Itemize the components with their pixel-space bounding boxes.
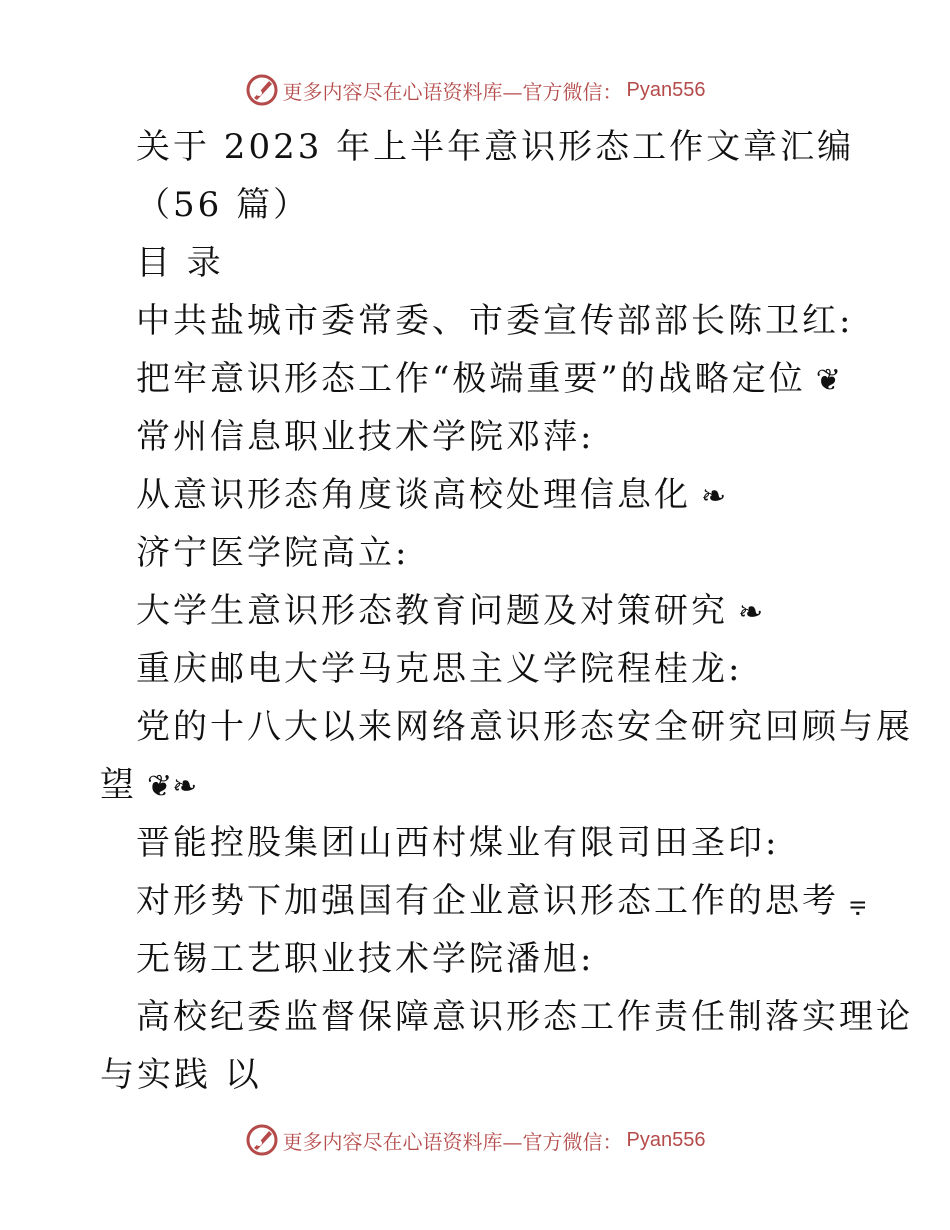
watermark-wechat-id: Pyan556 xyxy=(626,1128,706,1151)
toc-author: 济宁医学院高立: xyxy=(136,533,410,573)
ornament-icon: ❦ xyxy=(815,363,841,398)
quill-logo-icon xyxy=(245,73,279,107)
toc-author: 常州信息职业技术学院邓萍: xyxy=(136,417,595,457)
toc-article-title: 大学生意识形态教育问题及对策研究 ❧ xyxy=(136,591,764,631)
ornament-icon: ❦❧ xyxy=(147,769,198,804)
toc-author: 无锡工艺职业技术学院潘旭: xyxy=(136,939,595,979)
toc-article-title: 从意识形态角度谈高校处理信息化 ❧ xyxy=(136,475,727,515)
toc-article-title-continued: 望 ❦❧ xyxy=(100,765,198,805)
toc-heading: 目 录 xyxy=(136,243,224,283)
watermark-text: 更多内容尽在心语资料库—官方微信： xyxy=(282,1129,623,1154)
document-body xyxy=(0,118,950,1104)
watermark-bottom xyxy=(0,1120,950,1160)
document-subtitle: （56 篇） xyxy=(136,185,311,225)
ornament-icon: ⩦ xyxy=(849,885,867,920)
toc-article-title: 对形势下加强国有企业意识形态工作的思考 ⩦ xyxy=(136,881,867,921)
ornament-icon: ❧ xyxy=(701,479,727,514)
watermark-text: 更多内容尽在心语资料库—官方微信： xyxy=(282,79,623,104)
toc-author: 重庆邮电大学马克思主义学院程桂龙: xyxy=(136,649,743,689)
watermark-top xyxy=(0,70,950,110)
toc-article-title: 把牢意识形态工作“极端重要”的战略定位 ❦ xyxy=(136,359,841,399)
quill-logo-icon xyxy=(245,1123,279,1157)
watermark-wechat-id: Pyan556 xyxy=(626,78,706,101)
toc-article-title: 党的十八大以来网络意识形态安全研究回顾与展 xyxy=(136,707,913,747)
toc-article-title: 高校纪委监督保障意识形态工作责任制落实理论 xyxy=(136,997,913,1037)
toc-author: 中共盐城市委常委、市委宣传部部长陈卫红: xyxy=(136,301,854,341)
toc-author: 晋能控股集团山西村煤业有限司田圣印: xyxy=(136,823,780,863)
document-title: 关于 2023 年上半年意识形态工作文章汇编 xyxy=(136,127,855,167)
ornament-icon: ❧ xyxy=(738,595,764,630)
toc-article-title-continued: 与实践 以 xyxy=(100,1055,262,1095)
